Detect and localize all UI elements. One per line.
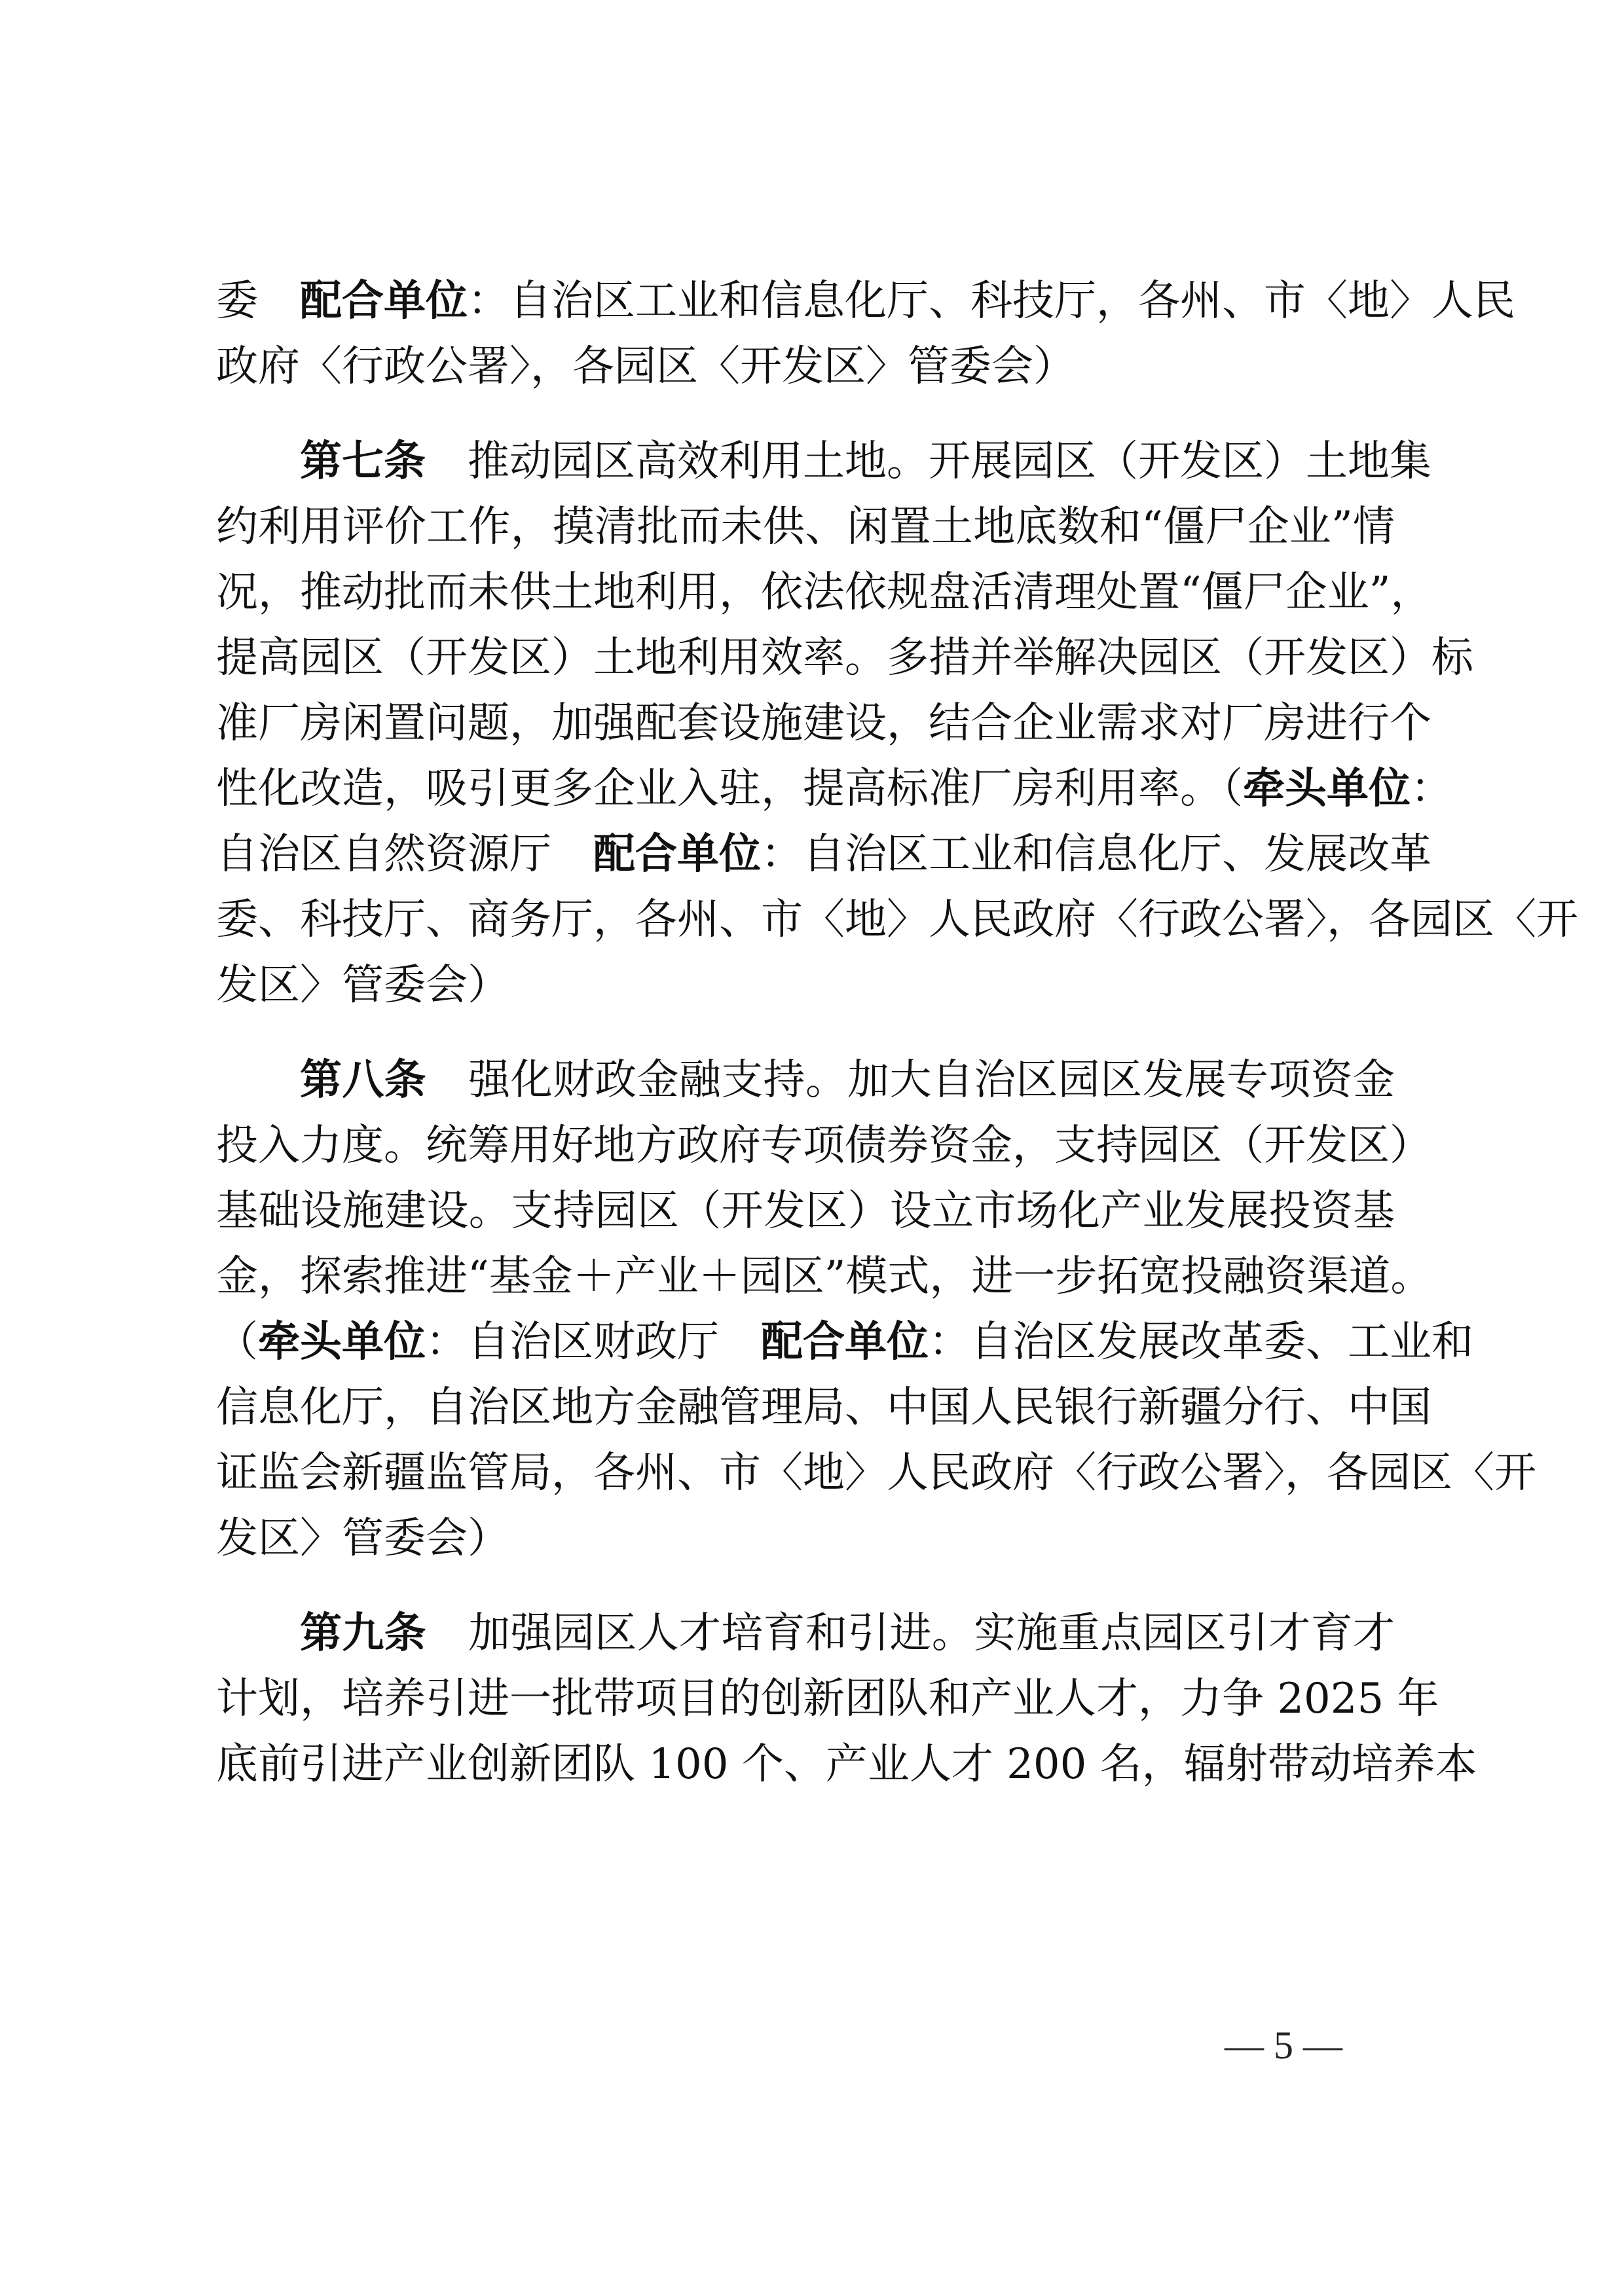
text-line [216,560,1433,625]
text-line [216,1309,1473,1375]
article-heading-line [300,1048,1395,1113]
article-number: 第八条 [300,1056,426,1104]
line-text: 加强园区人才培育和引进。实施重点园区引才育才 [468,1609,1395,1658]
line-text: 约利用评价工作，摸清批而未供、闲置土地底数和“僵尸企业”情 [216,503,1395,551]
line-text: 自治区自然资源厅 [216,830,551,879]
text-line [216,822,1431,887]
text-line [216,1113,1431,1178]
text-line [216,1244,1433,1309]
line-text: 况，推动批而未供土地利用，依法依规盘活清理处置“僵尸企业”， [216,568,1433,617]
line-text: 底前引进产业创新团队 100 个、产业人才 200 名，辐射带动培养本 [216,1740,1477,1789]
line-text: 提高园区（开发区）土地利用效率。多措并举解决园区（开发区）标 [216,634,1473,682]
bold-label: 配合单位 [761,1318,929,1366]
article-heading-line [300,1601,1395,1666]
text-line [216,1178,1395,1244]
line-text: 基础设施建设。支持园区（开发区）设立市场化产业发展投资基 [216,1187,1395,1235]
text-line [216,1732,1477,1797]
page-number: — 5 — [1225,2024,1342,2067]
line-text: 发区〉管委会） [216,961,509,1010]
text-line [216,625,1473,691]
line-text: 计划，培养引进一批带项目的创新团队和产业人才，力争 2025 年 [216,1675,1439,1723]
line-text: ：自治区工业和信息化厅、发展改革 [761,830,1431,879]
text-line [216,887,1578,953]
text-line [216,1506,1395,1571]
text-line [216,1375,1431,1440]
line-text: 准厂房闲置问题，加强配套设施建设，结合企业需求对厂房进行个 [216,699,1431,748]
bold-label: 配合单位 [300,277,468,325]
line-text: 强化财政金融支持。加大自治区园区发展专项资金 [468,1056,1395,1104]
line-text: （ [216,1318,258,1366]
line-text: ：自治区工业和信息化厅、科技厅，各州、市〈地〉人民 [468,277,1515,325]
article-number: 第九条 [300,1609,426,1658]
line-text: 政府〈行政公署〉，各园区〈开发区〉管委会） [216,342,1075,391]
article-number: 第七条 [300,437,426,486]
article-heading-line [300,429,1431,494]
text-line [216,756,1452,822]
line-text: ：自治区发展改革委、工业和 [929,1318,1473,1366]
text-line [216,268,1515,334]
text-line [216,691,1431,756]
text-line [216,1440,1536,1506]
bold-label: 牵头单位 [1243,765,1411,813]
line-text: 投入力度。统筹用好地方政府专项债券资金，支持园区（开发区） [216,1121,1431,1170]
text-line [216,494,1395,560]
bold-label: 配合单位 [593,830,761,879]
text-line [216,1666,1439,1732]
line-text: 委、科技厅、商务厅，各州、市〈地〉人民政府〈行政公署〉，各园区〈开 [216,896,1578,944]
line-text: 信息化厅，自治区地方金融管理局、中国人民银行新疆分行、中国 [216,1383,1431,1432]
line-text: 推动园区高效利用土地。开展园区（开发区）土地集 [468,437,1431,486]
bold-label: 牵头单位 [258,1318,426,1366]
line-text: 委 [216,277,258,325]
line-text: ：自治区财政厅 [426,1318,719,1366]
line-text: 发区〉管委会） [216,1514,509,1563]
text-line [216,953,1395,1018]
line-text: ： [1411,765,1452,813]
line-text: 证监会新疆监管局，各州、市〈地〉人民政府〈行政公署〉，各园区〈开 [216,1449,1536,1497]
line-text: 金，探索推进“基金＋产业＋园区”模式，进一步拓宽投融资渠道。 [216,1252,1433,1301]
line-text: 性化改造，吸引更多企业入驻，提高标准厂房利用率。（ [216,765,1243,813]
text-line [216,334,1395,399]
